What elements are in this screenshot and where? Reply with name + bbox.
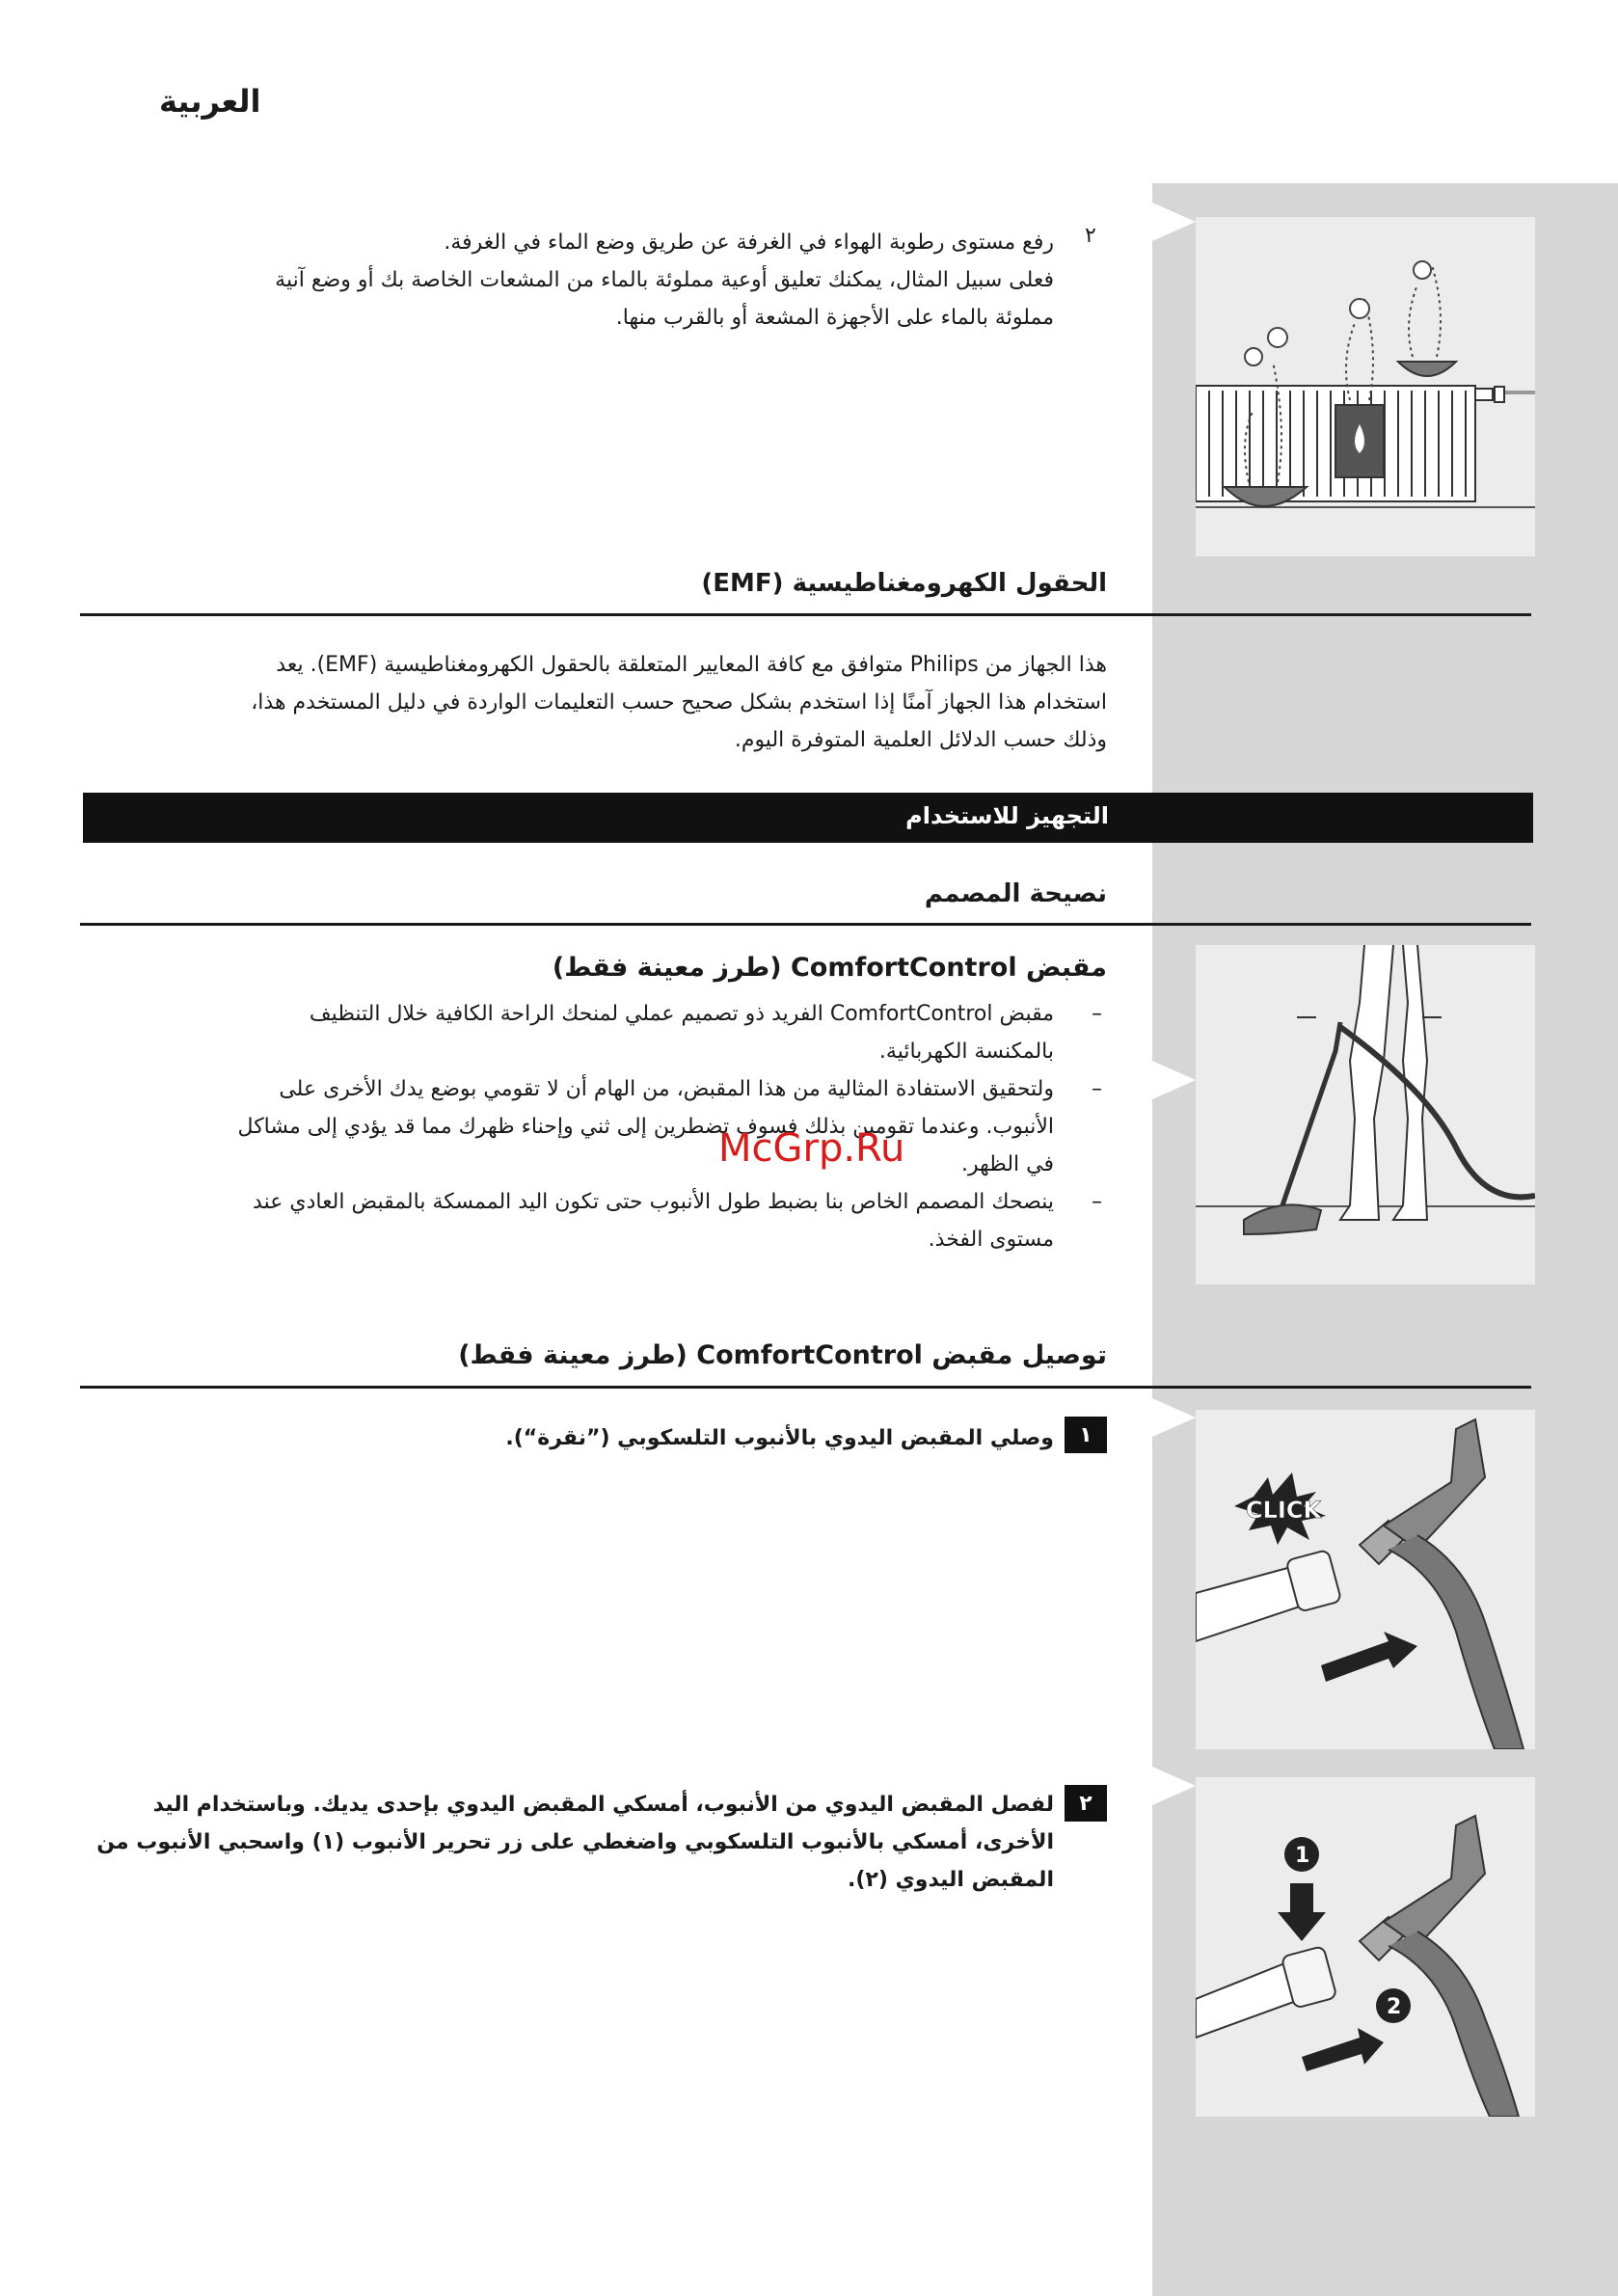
connect-heading: توصيل مقبض ComfortControl (طرز معينة فقط) <box>458 1340 1107 1370</box>
comfortcontrol-bullets <box>80 995 1102 1258</box>
text-line: فعلى سبيل المثال، يمكنك تعليق أوعية مملوئة بالماء من المشعات الخاصة بك أو وضع آنية <box>275 268 1054 292</box>
dash-mark: – <box>1092 1077 1102 1101</box>
watermark: McGrp.Ru <box>718 1126 905 1171</box>
text-line: الأخرى، أمسكي بالأنبوب التلسكوبي واضغطي على زر تحرير الأنبوب (١) واسحبي الأنبوب من <box>96 1830 1054 1854</box>
text-line: رفع مستوى رطوبة الهواء في الغرفة عن طريق وضع الماء في الغرفة. <box>444 230 1054 255</box>
language-label: العربية <box>159 83 261 120</box>
text-line: الأنبوب. وعندما تقومين بذلك فسوف تضطرين إلى ثني وإحناء ظهرك مما قد يؤدي إلى مشاكل <box>237 1115 1054 1139</box>
section-bar-title: التجهيز للاستخدام <box>905 802 1109 829</box>
marker-1: 1 <box>1295 1844 1310 1868</box>
bullet-item <box>80 995 1102 1070</box>
click-label: CLICK <box>1246 1497 1322 1524</box>
click-connect-illustration <box>1196 1410 1535 1749</box>
sidebar-notch <box>1152 1398 1196 1437</box>
comfortcontrol-subheading: مقبض ComfortControl (طرز معينة فقط) <box>552 953 1107 983</box>
bullet-item <box>80 1183 1102 1258</box>
step2-paragraph <box>80 1786 1054 1899</box>
step1-text: وصلي المقبض اليدوي بالأنبوب التلسكوبي (”نقرة“). <box>505 1426 1054 1450</box>
text-line: ينصحك المصمم الخاص بنا بضبط طول الأنبوب حتى تكون اليد الممسكة بالمقبض العادي عند <box>253 1190 1054 1214</box>
text-line: ولتحقيق الاستفادة المثالية من هذا المقبض، من الهام أن لا تقومي بوضع يدك الأخرى على <box>279 1077 1054 1101</box>
dash-mark: – <box>1092 1002 1102 1026</box>
section-rule <box>80 923 1531 926</box>
sidebar-notch <box>1152 1061 1196 1099</box>
text-line: مستوى الفخذ. <box>928 1228 1054 1252</box>
text-line: استخدام هذا الجهاز آمنًا إذا استخدم بشكل صحيح حسب التعليمات الواردة في دليل المستخدم هذا، <box>251 690 1107 715</box>
text-line: هذا الجهاز من Philips متوافق مع كافة المعايير المتعلقة بالحقول الكهرومغناطيسية (EMF). يعد <box>276 653 1107 677</box>
step-badge: ٢ <box>1065 1785 1107 1822</box>
emf-heading: الحقول الكهرومغناطيسية (EMF) <box>701 569 1107 598</box>
section-rule <box>80 613 1531 616</box>
text-line: مملوئة بالماء على الأجهزة المشعة أو بالقرب منها. <box>615 306 1054 330</box>
designer-tip-heading: نصيحة المصمم <box>924 879 1107 908</box>
section-bar <box>83 793 1533 843</box>
radiator-illustration <box>1196 217 1535 556</box>
text-line: وذلك حسب الدلائل العلمية المتوفرة اليوم. <box>734 728 1107 752</box>
text-line: مقبض ComfortControl الفريد ذو تصميم عملي لمنحك الراحة الكافية خلال التنظيف <box>309 1002 1054 1026</box>
section-rule <box>80 1386 1531 1389</box>
emf-paragraph <box>46 646 1107 759</box>
text-line: لفصل المقبض اليدوي من الأنبوب، أمسكي المقبض اليدوي بإحدى يديك. وباستخدام اليد <box>152 1793 1054 1817</box>
marker-2: 2 <box>1387 1995 1402 2019</box>
text-line: المقبض اليدوي (٢). <box>848 1868 1054 1892</box>
bullet-item <box>80 1070 1102 1183</box>
text-line: في الظهر. <box>961 1152 1054 1176</box>
dash-mark: – <box>1092 1190 1102 1214</box>
step-badge: ١ <box>1065 1417 1107 1453</box>
step-number: ٢ <box>1085 224 1096 248</box>
release-tube-illustration <box>1196 1777 1535 2117</box>
text-line: بالمكنسة الكهربائية. <box>878 1040 1054 1064</box>
sidebar-notch <box>1152 203 1196 241</box>
vacuum-user-illustration <box>1196 945 1535 1284</box>
sidebar-notch <box>1152 1767 1196 1805</box>
humidity-paragraph <box>90 224 1054 337</box>
